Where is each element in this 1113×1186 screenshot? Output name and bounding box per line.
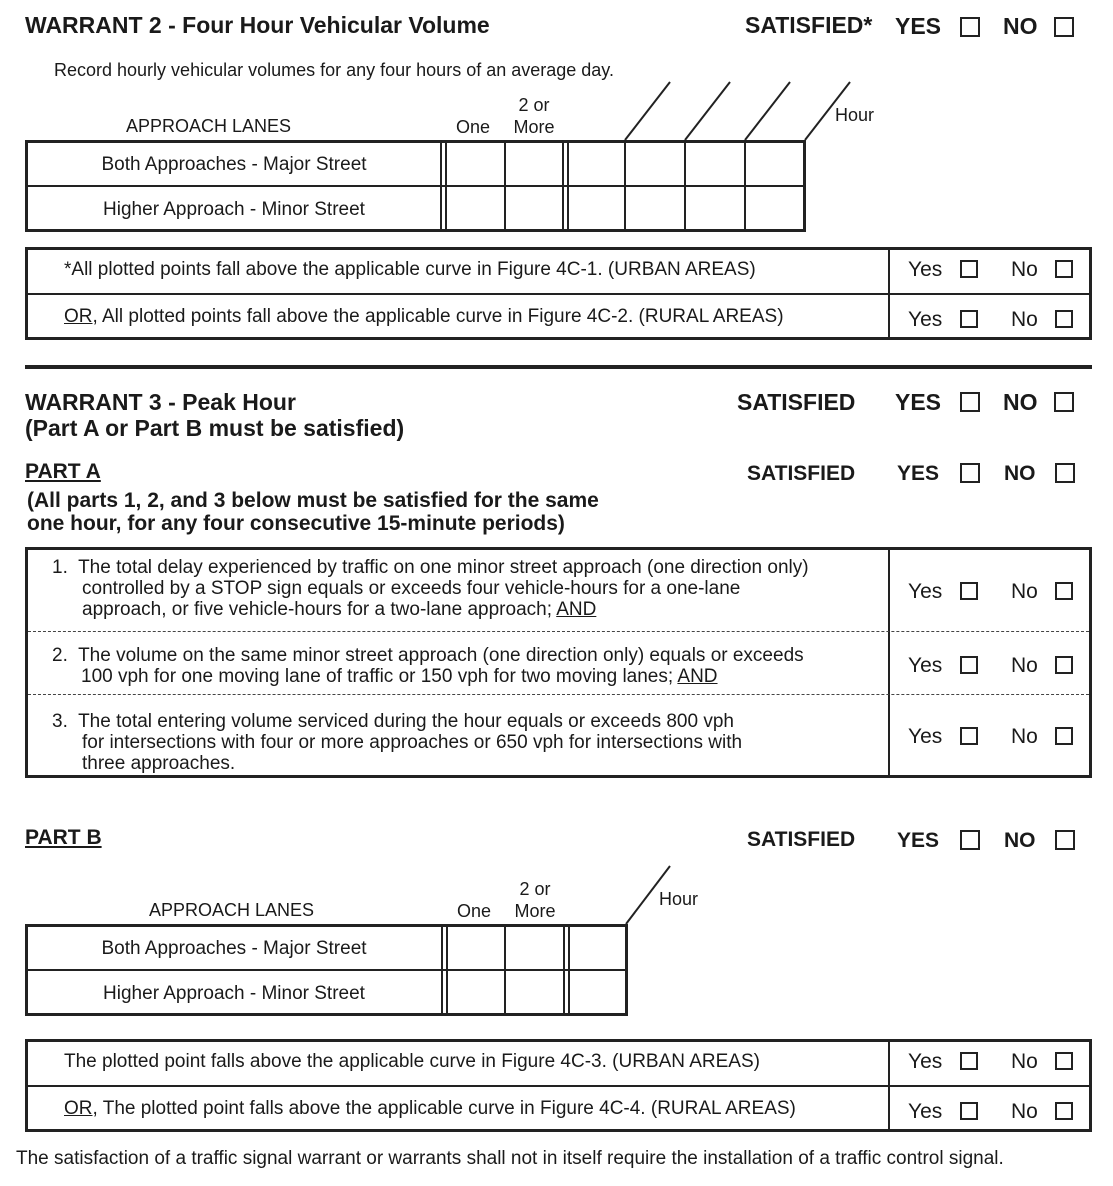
warrant2-criterion-urban: *All plotted points fall above the applicable curve in Figure 4C-1. (URBAN AREAS): [64, 259, 756, 280]
warrant2-satisfied-label: SATISFIED*: [745, 12, 873, 38]
footer-note: The satisfaction of a traffic signal warrant or warrants shall not in itself require the installation of a traffic control signal.: [16, 1148, 1004, 1169]
partA-satisfied-label: SATISFIED: [747, 462, 856, 485]
pb-major-one-cell[interactable]: [448, 927, 504, 969]
section-separator: [25, 365, 1092, 369]
warrant2-col-two-header-line2: More: [513, 117, 555, 137]
partA-item-3: 3. The total entering volume serviced during the hour equals or exceeds 800 vph for intersections with four or more approaches or 650 vph for intersections with three approaches.: [52, 711, 743, 774]
grid-divider: [25, 293, 1092, 295]
w2-c1-no-checkbox[interactable]: [1055, 260, 1073, 278]
warrant3-satisfied-label: SATISFIED: [737, 389, 856, 415]
partB-satisfied-label: SATISFIED: [747, 828, 856, 851]
partA-item3-no-label: No: [1011, 725, 1038, 748]
grid-divider: [888, 547, 890, 778]
warrant3-title: WARRANT 3 - Peak Hour: [25, 389, 296, 415]
partA-item3-yes-label: Yes: [908, 725, 943, 748]
w2-c1-yes-label: Yes: [908, 258, 943, 281]
w2-c2-yes-checkbox[interactable]: [960, 310, 978, 328]
warrant2-yes-label: YES: [895, 13, 942, 39]
partB-row-minor-street: Higher Approach - Minor Street: [103, 983, 365, 1004]
partA-item3-no-checkbox[interactable]: [1055, 727, 1073, 745]
partA-note-line1: (All parts 1, 2, and 3 below must be satisfied for the same: [27, 489, 599, 512]
partA-title: PART A: [25, 460, 101, 483]
partB-row-major-street: Both Approaches - Major Street: [101, 938, 367, 959]
warrant2-col-one-header: One: [456, 117, 491, 137]
pb-c2-yes-label: Yes: [908, 1100, 943, 1123]
partA-item1-yes-checkbox[interactable]: [960, 582, 978, 600]
warrant2-row-minor-street: Higher Approach - Minor Street: [103, 199, 365, 220]
warrant2-col-two-header-line1: 2 or: [518, 95, 550, 115]
pb-c2-no-checkbox[interactable]: [1055, 1102, 1073, 1120]
partA-item2-no-label: No: [1011, 654, 1038, 677]
pb-minor-two-cell[interactable]: [506, 971, 563, 1013]
partB-criterion-urban: The plotted point falls above the applicable curve in Figure 4C-3. (URBAN AREAS): [64, 1051, 760, 1072]
grid-divider: [563, 924, 565, 1016]
warrant2-approach-lanes-header: APPROACH LANES: [126, 116, 292, 136]
warrant3-no-checkbox[interactable]: [1054, 392, 1074, 412]
warrant3-no-label: NO: [1003, 389, 1038, 415]
partB-col-two-header-line2: More: [514, 901, 556, 921]
warrant2-instruction: Record hourly vehicular volumes for any four hours of an average day.: [54, 60, 614, 80]
partA-item-2: 2. The volume on the same minor street approach (one direction only) equals or exceeds 100 vph for one moving lane of traffic or 150 vph for two moving lanes; AND: [52, 645, 804, 687]
partB-yes-label: YES: [897, 829, 940, 852]
partA-note-line2: one hour, for any four consecutive 15-minute periods): [27, 512, 565, 535]
warrant2-row-major-street: Both Approaches - Major Street: [101, 154, 367, 175]
partB-criterion-rural: OR, The plotted point falls above the applicable curve in Figure 4C-4. (RURAL AREAS): [64, 1098, 796, 1119]
partB-col-one-header: One: [457, 901, 492, 921]
grid-divider: [28, 631, 1089, 632]
partA-item2-yes-label: Yes: [908, 654, 943, 677]
partA-item1-yes-label: Yes: [908, 580, 943, 603]
partA-item2-no-checkbox[interactable]: [1055, 656, 1073, 674]
partB-col-two-header-line1: 2 or: [519, 879, 551, 899]
pb-c1-no-checkbox[interactable]: [1055, 1052, 1073, 1070]
pb-c2-no-label: No: [1011, 1100, 1038, 1123]
grid-divider: [28, 694, 1089, 695]
pb-c2-yes-checkbox[interactable]: [960, 1102, 978, 1120]
pb-c1-yes-checkbox[interactable]: [960, 1052, 978, 1070]
w2-c2-no-checkbox[interactable]: [1055, 310, 1073, 328]
partB-no-label: NO: [1004, 829, 1036, 852]
w2-c2-yes-label: Yes: [908, 308, 943, 331]
partA-no-label: NO: [1004, 462, 1036, 485]
partA-item1-no-checkbox[interactable]: [1055, 582, 1073, 600]
grid-divider: [441, 924, 443, 1016]
warrant2-no-label: NO: [1003, 13, 1038, 39]
w2-c1-no-label: No: [1011, 258, 1038, 281]
w2-c1-yes-checkbox[interactable]: [960, 260, 978, 278]
partA-yes-label: YES: [897, 462, 940, 485]
partA-yes-checkbox[interactable]: [960, 463, 980, 483]
partA-item-1: 1. The total delay experienced by traffic on one minor street approach (one direction only) controlled by a STOP sign equals or exceeds four vehicle-hours for a one-lane approach, or five vehicle-hours for a two-lane approach; AND: [52, 557, 809, 620]
warrant2-title: WARRANT 2 - Four Hour Vehicular Volume: [25, 12, 490, 38]
partB-title: PART B: [25, 826, 102, 849]
partA-item2-yes-checkbox[interactable]: [960, 656, 978, 674]
warrant3-yes-label: YES: [895, 389, 942, 415]
partB-no-checkbox[interactable]: [1055, 830, 1075, 850]
warrant2-criterion-rural: OR, All plotted points fall above the applicable curve in Figure 4C-2. (RURAL AREAS): [64, 306, 784, 327]
partA-no-checkbox[interactable]: [1055, 463, 1075, 483]
pb-c1-yes-label: Yes: [908, 1050, 943, 1073]
warrant3-subtitle: (Part A or Part B must be satisfied): [25, 415, 405, 441]
warrant2-hour-header: Hour: [835, 105, 875, 125]
grid-divider: [888, 1039, 890, 1132]
pb-minor-one-cell[interactable]: [448, 971, 504, 1013]
partB-hour-header: Hour: [659, 889, 699, 909]
partA-item1-no-label: No: [1011, 580, 1038, 603]
partB-yes-checkbox[interactable]: [960, 830, 980, 850]
pb-major-two-cell[interactable]: [506, 927, 563, 969]
grid-divider: [25, 1085, 1092, 1087]
partB-approach-lanes-header: APPROACH LANES: [149, 900, 315, 920]
grid-divider: [888, 247, 890, 340]
pb-minor-hour-cell[interactable]: [570, 971, 625, 1013]
partA-item3-yes-checkbox[interactable]: [960, 727, 978, 745]
warrant3-yes-checkbox[interactable]: [960, 392, 980, 412]
pb-c1-no-label: No: [1011, 1050, 1038, 1073]
pb-major-hour-cell[interactable]: [570, 927, 625, 969]
w2-c2-no-label: No: [1011, 308, 1038, 331]
